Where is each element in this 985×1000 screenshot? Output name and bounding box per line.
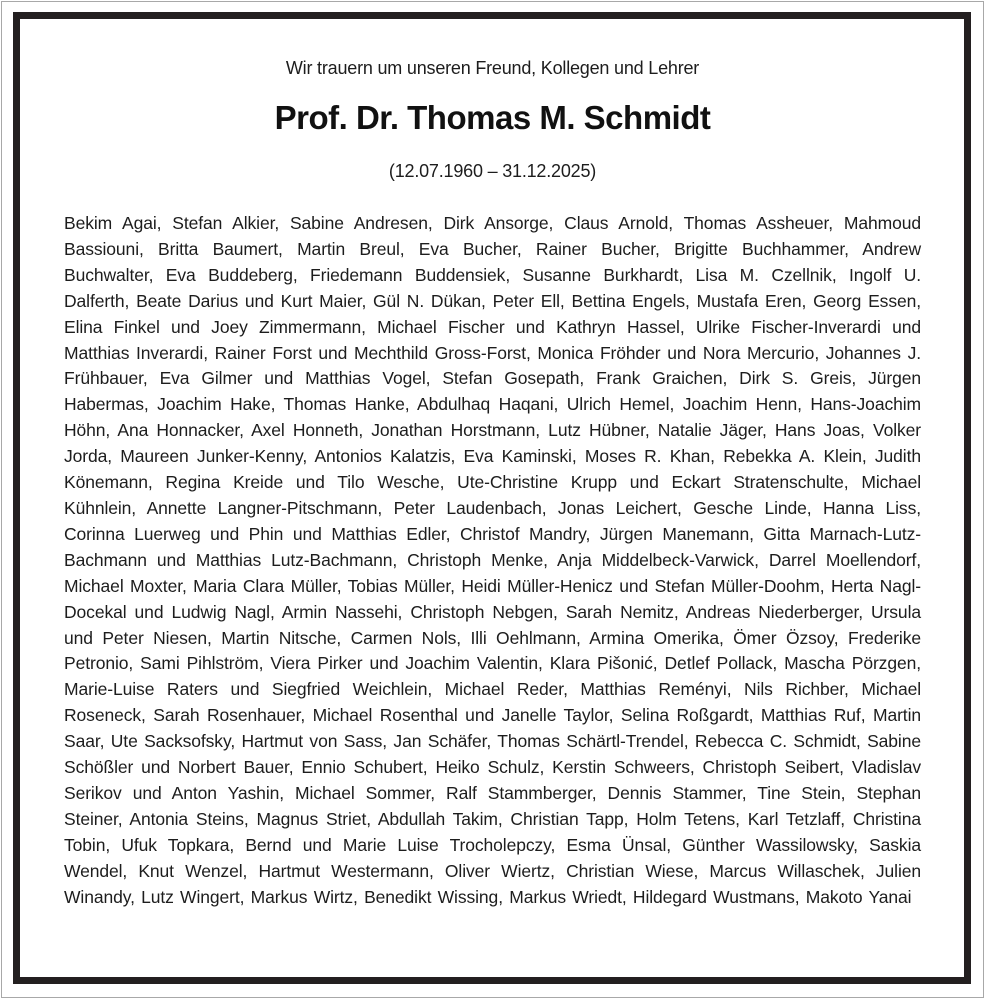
deceased-name: Prof. Dr. Thomas M. Schmidt	[274, 99, 711, 136]
intro-line: Wir trauern um unseren Freund, Kollegen und Lehrer	[285, 58, 700, 78]
notice-content	[20, 19, 964, 977]
mourners-list: Bekim Agai, Stefan Alkier, Sabine Andresen, Dirk Ansorge, Claus Arnold, Thomas Assheuer, Mahmoud Bassiouni, Britta Baumert, Martin Breul, Eva Bucher, Rainer Bucher, Brigitte Buchhammer, Andrew Buchwalter, Eva Buddeberg, Friedemann Buddensiek, Susanne Burkhardt, Lisa M. Czellnik, Ingolf U. Dalferth, Beate Darius und Kurt Maier, Gül N. Dükan, Peter Ell, Bettina Engels, Mustafa Eren, Georg Essen, Elina Finkel und Joey Zimmermann, Michael Fischer und Kathryn Hassel, Ulrike Fischer-Inverardi und Matthias Inverardi, Rainer Forst und Mechthild Gross-Forst, Monica Fröhder und Nora Mercurio, Johannes J. Frühbauer, Eva Gilmer und Matthias Vogel, Stefan Gosepath, Frank Graichen, Dirk S. Greis, Jürgen Habermas, Joachim Hake, Thomas Hanke, Abdulhaq Haqani, Ulrich Hemel, Joachim Henn, Hans-Joachim Höhn, Ana Honnacker, Axel Honneth, Jonathan Horstmann, Lutz Hübner, Natalie Jäger, Hans Joas, Volker Jorda, Maureen Junker-Kenny, Antonios Kalatzis, Eva Kaminski, Moses R. Khan, Rebekka A. Klein, Judith Könemann, Regina Kreide und Tilo Wesche, Ute-Christine Krupp und Eckart Stratenschulte, Michael Kühnlein, Annette Langner-Pitschmann, Peter Laudenbach, Jonas Leichert, Gesche Linde, Hanna Liss, Corinna Luerweg und Phin und Matthias Edler, Christof Mandry, Jürgen Manemann, Gitta Marnach-Lutz-Bachmann und Matthias Lutz-Bachmann, Christoph Menke, Anja Middelbeck-Varwick, Darrel Moellendorf, Michael Moxter, Maria Clara Müller, Tobias Müller, Heidi Müller-Henicz und Stefan Müller-Doohm, Herta Nagl-Docekal und Ludwig Nagl, Armin Nassehi, Christoph Nebgen, Sarah Nemitz, Andreas Niederberger, Ursula und Peter Niesen, Martin Nitsche, Carmen Nols, Illi Oehlmann, Armina Omerika, Ömer Özsoy, Frederike Petronio, Sami Pihlström, Viera Pirker und Joachim Valentin, Klara Pišonić, Detlef Pollack, Mascha Pörzgen, Marie-Luise Raters und Siegfried Weichlein, Michael Reder, Matthias Reményi, Nils Richber, Michael Roseneck, Sarah Rosenhauer, Michael Rosenthal und Janelle Taylor, Selina Roßgardt, Matthias Ruf, Martin Saar, Ute Sacksofsky, Hartmut von Sass, Jan Schäfer, Thomas Schärtl-Trendel, Rebecca C. Schmidt, Sabine Schößler und Norbert Bauer, Ennio Schubert, Heiko Schulz, Kerstin Schweers, Christoph Seibert, Vladislav Serikov und Anton Yashin, Michael Sommer, Ralf Stammberger, Dennis Stammer, Tine Stein, Stephan Steiner, Antonia Steins, Magnus Striet, Abdullah Takim, Christian Tapp, Holm Tetens, Karl Tetzlaff, Christina Tobin, Ufuk Topkara, Bernd und Marie Luise Trocholepczy, Esma Ünsal, Günther Wassilowsky, Saskia Wendel, Knut Wenzel, Hartmut Westermann, Oliver Wiertz, Christian Wiese, Marcus Willaschek, Julien Winandy, Lutz Wingert, Markus Wirtz, Benedikt Wissing, Markus Wriedt, Hildegard Wustmans, Makoto Yanai	[64, 213, 921, 907]
mourning-frame	[13, 12, 971, 984]
life-dates: (12.07.1960 – 31.12.2025)	[388, 161, 597, 181]
